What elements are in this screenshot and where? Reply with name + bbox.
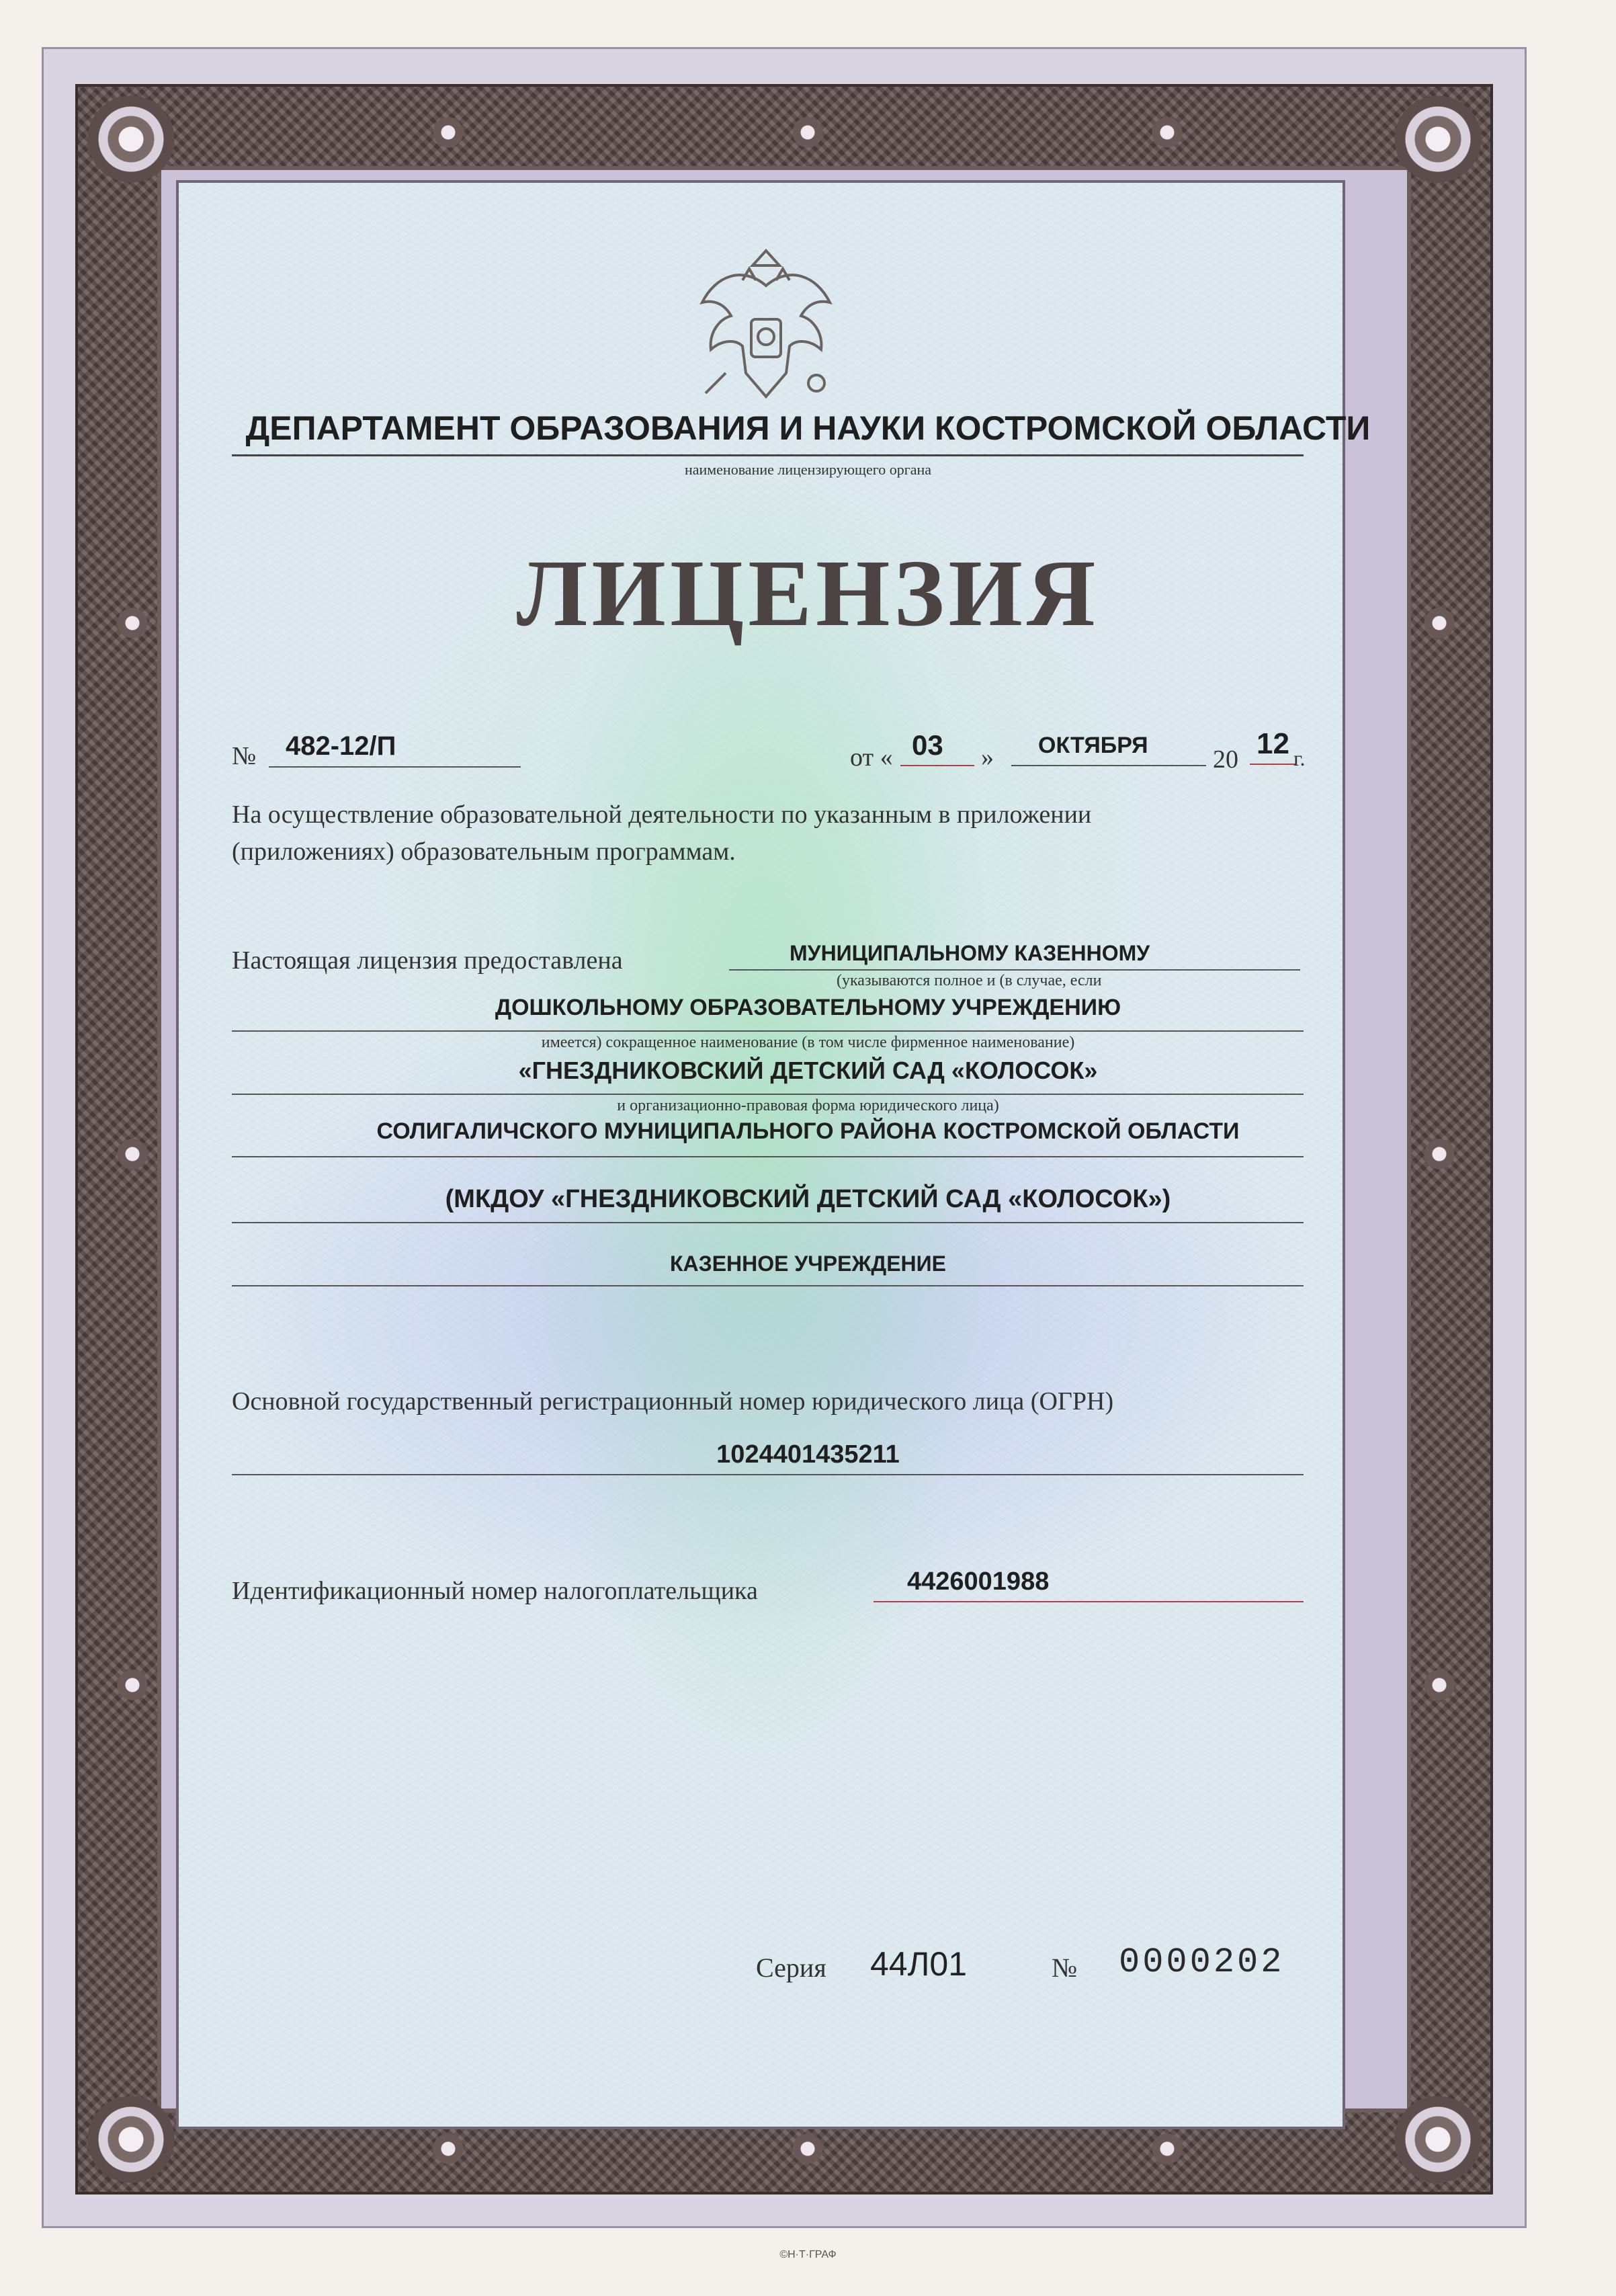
holder-caption-2: имеется) сокращенное наименование (в том числе фирменное наименование): [541, 1034, 1075, 1051]
holder-underline-6: [232, 1285, 1304, 1286]
holder-name-line-2: ДОШКОЛЬНОМУ ОБРАЗОВАТЕЛЬНОМУ УЧРЕЖДЕНИЮ: [495, 995, 1121, 1020]
license-year: 12: [1257, 727, 1289, 760]
border-ornament: [1149, 114, 1185, 151]
license-number: 482-12/П: [286, 731, 396, 761]
corner-rosette-bottom-right: [1388, 2089, 1488, 2190]
month-underline: [1011, 765, 1206, 766]
inn-underline: [874, 1601, 1304, 1602]
corner-rosette-top-right: [1388, 89, 1488, 190]
border-ornament: [430, 2131, 466, 2167]
holder-legal-form: КАЗЕННОЕ УЧРЕЖДЕНИЕ: [670, 1252, 946, 1276]
inn-label: Идентификационный номер налогоплательщика: [232, 1577, 758, 1605]
holder-intro: Настоящая лицензия предоставлена: [232, 946, 623, 975]
holder-name-line-4: СОЛИГАЛИЧСКОГО МУНИЦИПАЛЬНОГО РАЙОНА КОСТРОМСКОЙ ОБЛАСТИ: [376, 1118, 1240, 1144]
border-ornament: [430, 114, 466, 151]
date-prefix: от «: [850, 743, 893, 772]
license-day: 03: [912, 729, 943, 761]
blank-number: 0000202: [1119, 1942, 1285, 1982]
license-number-underline: [269, 766, 521, 768]
authority-underline: [232, 454, 1304, 456]
purpose-line-1: На осуществление образовательной деятельности по указанным в приложении: [232, 801, 1092, 829]
day-underline: [900, 765, 974, 766]
holder-underline-5: [232, 1222, 1304, 1223]
ogrn-value: 1024401435211: [716, 1440, 900, 1469]
corner-rosette-bottom-left: [81, 2089, 181, 2190]
authority-caption: наименование лицензирующего органа: [684, 461, 932, 478]
holder-underline-2: [232, 1030, 1304, 1032]
inn-value: 4426001988: [907, 1567, 1050, 1596]
licensing-authority: ДЕПАРТАМЕНТ ОБРАЗОВАНИЯ И НАУКИ КОСТРОМСКОЙ ОБЛАСТИ: [245, 409, 1371, 447]
coat-of-arms-icon: [679, 239, 853, 413]
holder-underline-4: [232, 1156, 1304, 1157]
holder-caption-3: и организационно-правовая форма юридического лица): [617, 1097, 999, 1114]
border-ornament: [790, 2131, 826, 2167]
holder-caption-1: (указываются полное и (в случае, если: [837, 972, 1102, 989]
date-mid: »: [981, 743, 994, 772]
license-month: ОКТЯБРЯ: [1038, 733, 1148, 758]
holder-underline-3: [232, 1094, 1304, 1095]
border-ornament: [1149, 2131, 1185, 2167]
border-ornament: [114, 1667, 151, 1703]
holder-name-line-1: МУНИЦИПАЛЬНОМУ КАЗЕННОМУ: [790, 941, 1150, 965]
year-underline: [1250, 764, 1297, 765]
license-number-label: №: [232, 742, 257, 770]
printer-mark: ©Н·Т·ГРАФ: [779, 2249, 837, 2260]
holder-underline-1: [729, 969, 1300, 971]
blank-number-label: №: [1052, 1953, 1078, 1983]
year-end: г.: [1293, 746, 1306, 770]
holder-name-line-3: «ГНЕЗДНИКОВСКИЙ ДЕТСКИЙ САД «КОЛОСОК»: [518, 1057, 1098, 1084]
series-value: 44Л01: [870, 1945, 968, 1983]
purpose-line-2: (приложениях) образовательным программам.: [232, 837, 736, 866]
corner-rosette-top-left: [81, 89, 181, 190]
border-ornament: [1421, 1667, 1457, 1703]
ogrn-underline: [232, 1474, 1304, 1475]
year-prefix: 20: [1213, 745, 1238, 774]
border-ornament: [790, 114, 826, 151]
holder-short-name: (МКДОУ «ГНЕЗДНИКОВСКИЙ ДЕТСКИЙ САД «КОЛОСОК»): [445, 1185, 1171, 1213]
ogrn-label: Основной государственный регистрационный номер юридического лица (ОГРН): [232, 1387, 1114, 1416]
series-label: Серия: [756, 1953, 826, 1983]
document-title: ЛИЦЕНЗИЯ: [516, 540, 1100, 646]
